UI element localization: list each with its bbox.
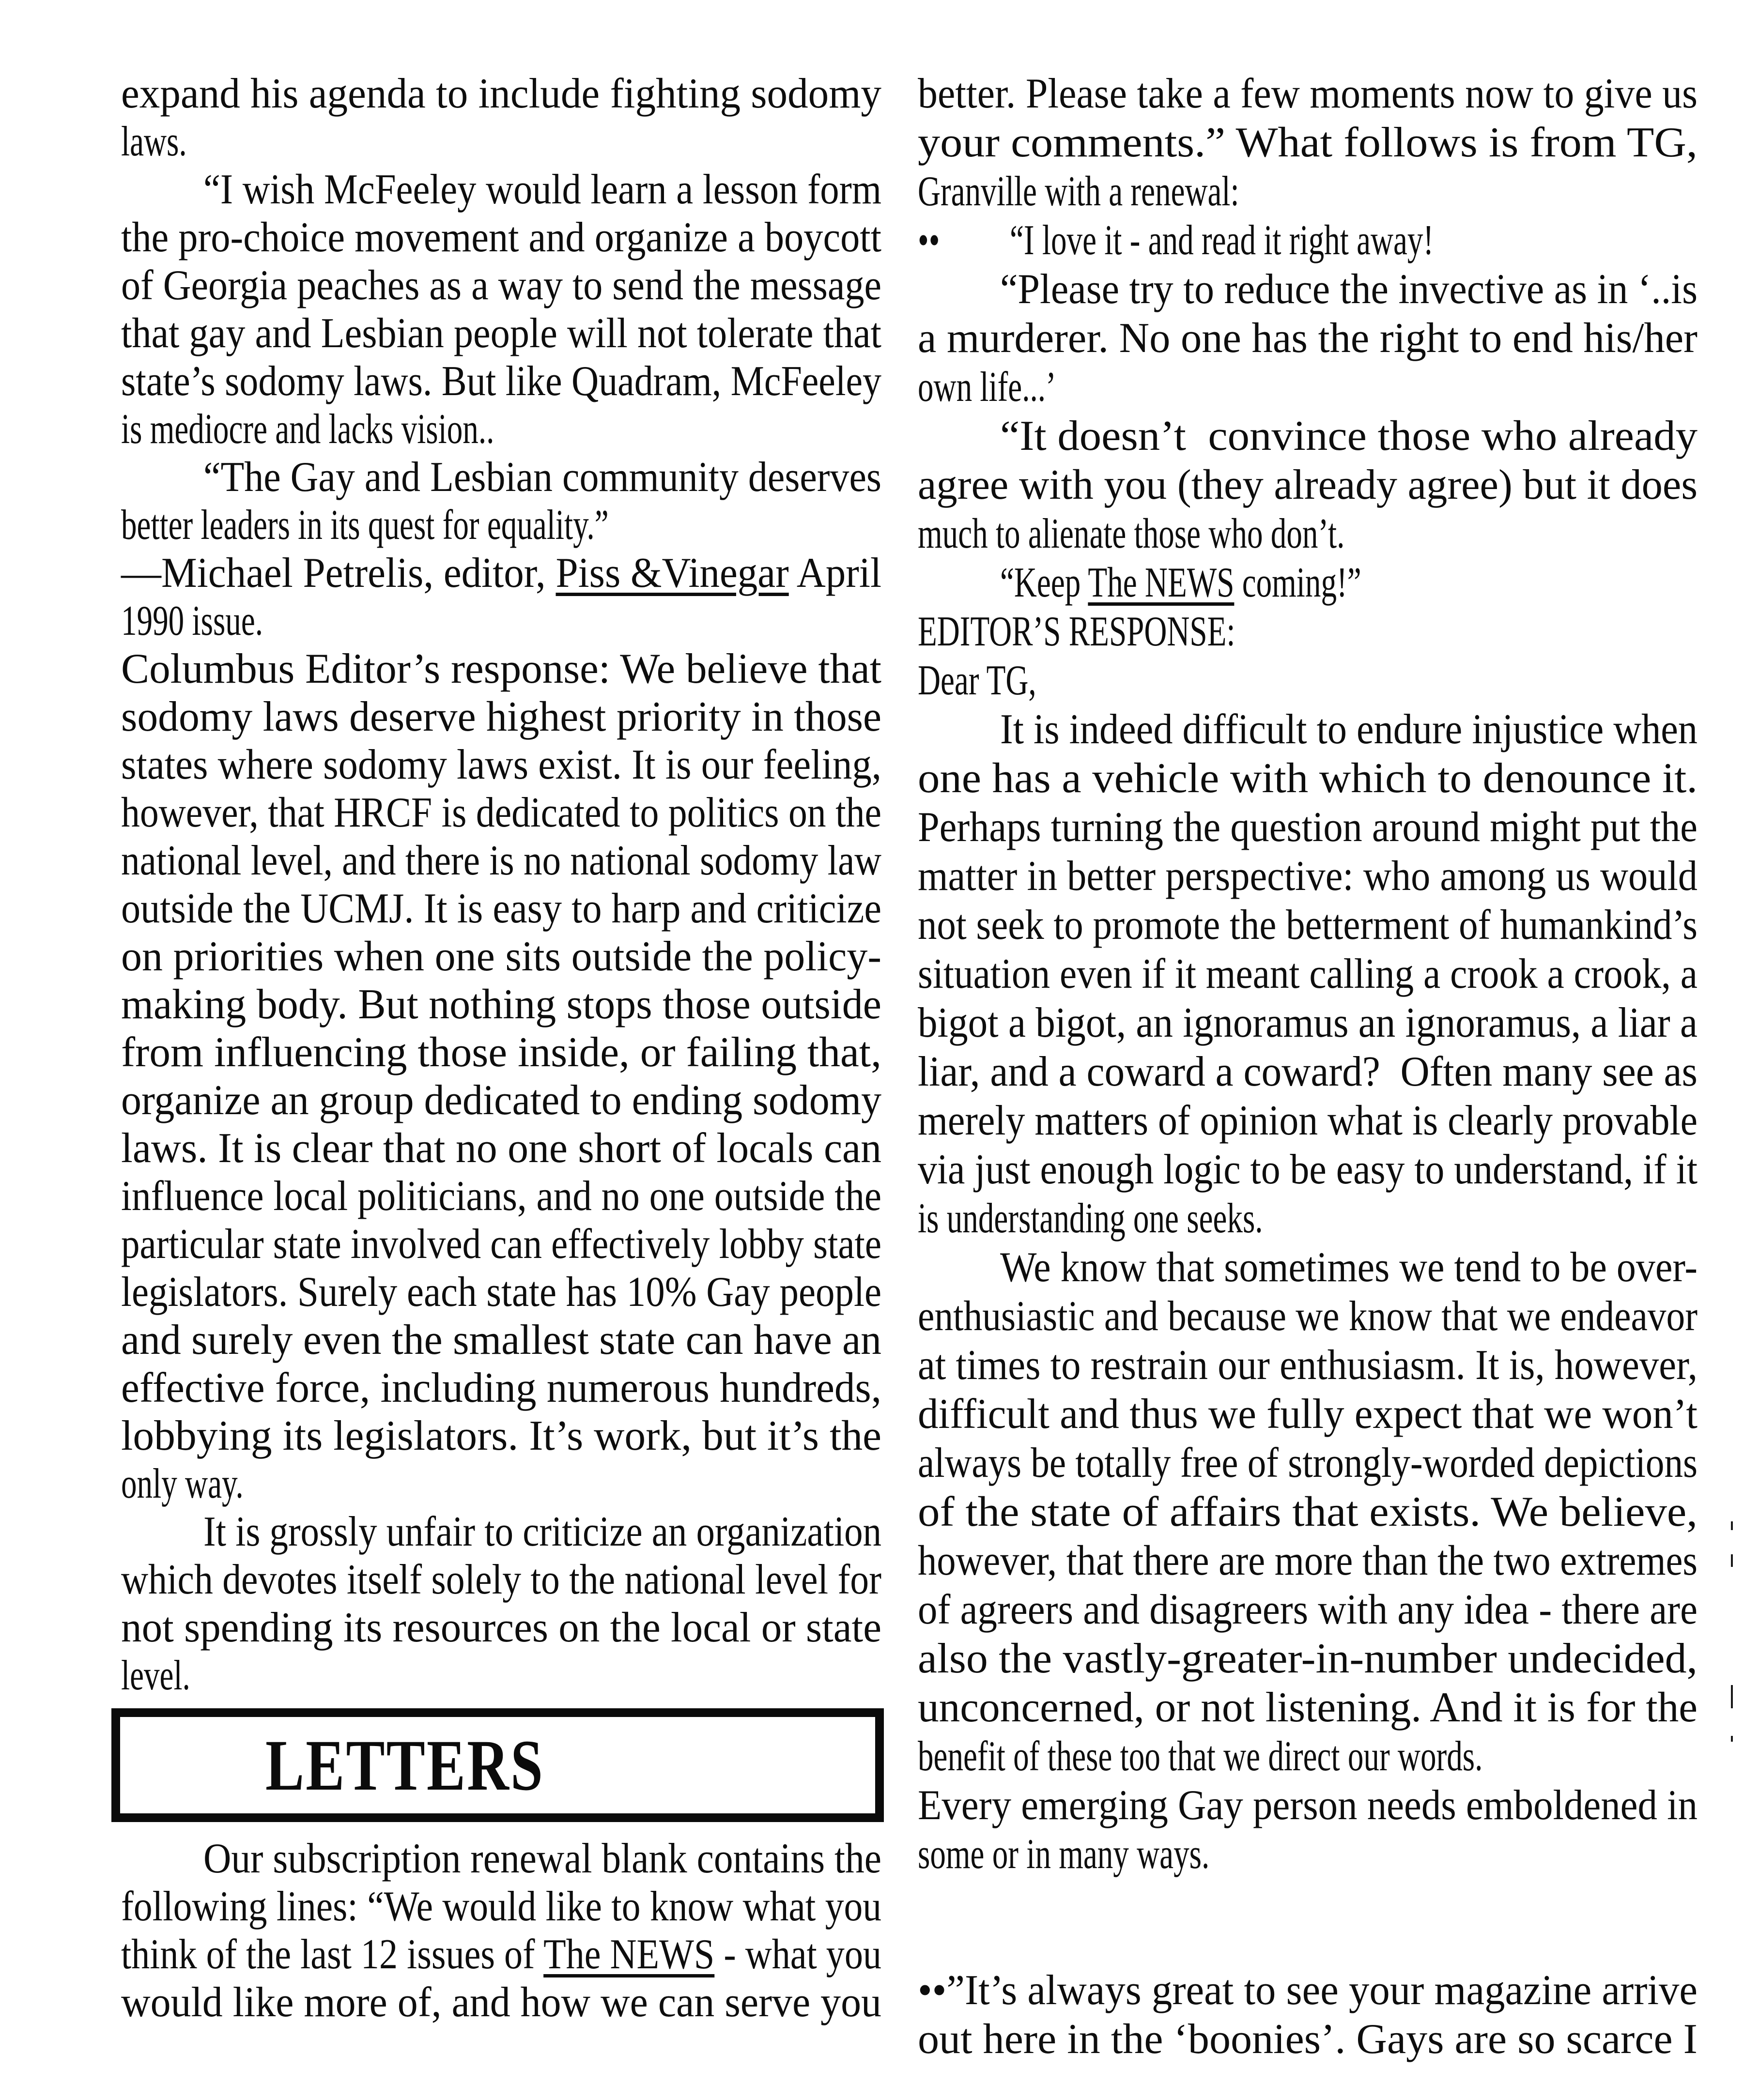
text-line: only way. [121, 1460, 244, 1507]
text-line: states where sodomy laws exist. It is our feeling, [121, 741, 881, 788]
text-line: outside the UCMJ. It is easy to harp and criticize [121, 885, 881, 932]
text-line: bigot a bigot, an ignoramus an ignoramus, a liar a [918, 999, 1698, 1046]
text-line: always be totally free of strongly-worded depictions [918, 1440, 1698, 1487]
text-line: organize an group dedicated to ending sodomy [121, 1077, 881, 1124]
text-line: difficult and thus we fully expect that we won’t [918, 1391, 1698, 1438]
text-line: “Keep The NEWS coming!” [1000, 559, 1361, 606]
text-line: “I love it - and read it right away! [1010, 217, 1434, 264]
text-line: is understanding one seeks. [918, 1195, 1263, 1242]
letters-section-heading: LETTERS [265, 1725, 544, 1806]
text-line: benefit of these too that we direct our words. [918, 1733, 1483, 1780]
text-line: and surely even the smallest state can have an [121, 1317, 881, 1364]
scan-artifact [1731, 1736, 1733, 1742]
text-line: influence local politicians, and no one outside the [121, 1173, 881, 1220]
text-line: Dear TG, [918, 657, 1036, 704]
text-line: think of the last 12 issues of The NEWS - what you [121, 1931, 881, 1978]
text-line: We know that sometimes we tend to be over- [1000, 1244, 1698, 1291]
text-line: situation even if it meant calling a crook a crook, a [918, 950, 1698, 997]
text-line: national level, and there is no national sodomy law [121, 837, 881, 884]
underlined-publication-title: The NEWS [1088, 559, 1235, 606]
text-line: of the state of affairs that exists. We believe, [918, 1488, 1698, 1535]
text-line: Perhaps turning the question around might put the [918, 804, 1698, 851]
text-line: of agreers and disagreers with any idea - there are [918, 1586, 1698, 1633]
text-line: Columbus Editor’s response: We believe that [121, 645, 881, 692]
text-line: “Please try to reduce the invective as in ‘..is [1000, 266, 1698, 313]
text-line: state’s sodomy laws. But like Quadram, McFeeley [121, 358, 881, 405]
text-line: expand his agenda to include fighting sodomy [121, 70, 881, 117]
text-line: It is indeed difficult to endure injustice when [1000, 706, 1698, 753]
text-line: —Michael Petrelis, editor, Piss &Vinegar April [121, 550, 881, 597]
text-line: “The Gay and Lesbian community deserves [203, 454, 881, 501]
text-line: EDITOR’S RESPONSE: [918, 608, 1235, 655]
text-line: would like more of, and how we can serve you [121, 1979, 881, 2026]
underlined-publication-title: The NEWS [543, 1931, 715, 1978]
text-line: however, that there are more than the two extremes [918, 1537, 1698, 1584]
text-line: Every emerging Gay person needs emboldened in [918, 1782, 1698, 1829]
text-line: that gay and Lesbian people will not tolerate that [121, 310, 881, 357]
text-line: 1990 issue. [121, 598, 263, 644]
text-line: unconcerned, or not listening. And it is for the [918, 1684, 1698, 1731]
scan-artifact [1731, 1521, 1733, 1530]
text-line: laws. [121, 118, 187, 165]
text-line: merely matters of opinion what is clearly provable [918, 1097, 1698, 1144]
text-line: your comments.” What follows is from TG, [918, 119, 1698, 166]
text-line: laws. It is clear that no one short of locals can [121, 1125, 881, 1172]
text-line: is mediocre and lacks vision.. [121, 406, 494, 453]
text-line: lobbying its legislators. It’s work, but it’s the [121, 1412, 881, 1459]
text-line: not spending its resources on the local or state [121, 1604, 881, 1651]
scan-artifact [1731, 1554, 1733, 1567]
text-line: better. Please take a few moments now to give us [918, 70, 1698, 117]
text-line: a murderer. No one has the right to end his/her [918, 315, 1698, 362]
text-line: however, that HRCF is dedicated to politics on the [121, 789, 881, 836]
text-line: ••”It’s always great to see your magazine arrive [918, 1967, 1698, 2014]
text-line: one has a vehicle with which to denounce it. [918, 755, 1698, 802]
text-line: particular state involved can effectively lobby state [121, 1221, 881, 1268]
text-line: the pro-choice movement and organize a boycott [121, 214, 881, 261]
text-line: level. [121, 1652, 190, 1699]
text-line: much to alienate those who don’t. [918, 510, 1345, 557]
text-line: Granville with a renewal: [918, 168, 1239, 215]
text-line: out here in the ‘boonies’. Gays are so scarce I [918, 2016, 1698, 2063]
text-line: some or in many ways. [918, 1831, 1210, 1878]
text-line: making body. But nothing stops those outside [121, 981, 881, 1028]
text-line: also the vastly-greater-in-number undecided, [918, 1635, 1698, 1682]
text-line: which devotes itself solely to the national level for [121, 1556, 881, 1603]
text-line: following lines: “We would like to know what you [121, 1883, 881, 1930]
underlined-publication-title: Piss &Vinegar [556, 550, 789, 597]
text-line: of Georgia peaches as a way to send the message [121, 262, 881, 309]
text-line: liar, and a coward a coward? Often many see as [918, 1048, 1698, 1095]
scan-artifact [1731, 1685, 1733, 1708]
bullet-marks: •• [918, 217, 940, 264]
text-line: on priorities when one sits outside the policy- [121, 933, 881, 980]
text-line: matter in better perspective: who among us would [918, 853, 1698, 900]
text-line: It is grossly unfair to criticize an organization [203, 1508, 881, 1555]
text-line: better leaders in its quest for equality.” [121, 502, 609, 549]
text-line: legislators. Surely each state has 10% Gay people [121, 1269, 881, 1316]
text-line: own life...’ [918, 364, 1056, 411]
text-line: enthusiastic and because we know that we endeavor [918, 1293, 1698, 1340]
text-line: at times to restrain our enthusiasm. It is, however, [918, 1342, 1698, 1389]
text-line: from influencing those inside, or failing that, [121, 1029, 881, 1076]
letters-box [111, 1708, 884, 1822]
text-line: effective force, including numerous hundreds, [121, 1364, 881, 1411]
text-line: sodomy laws deserve highest priority in those [121, 693, 881, 740]
text-line: “It doesn’t convince those who already [1000, 413, 1698, 460]
text-line: agree with you (they already agree) but it does [918, 461, 1698, 508]
text-line: not seek to promote the betterment of humankind’s [918, 902, 1698, 949]
text-line: via just enough logic to be easy to understand, if it [918, 1146, 1698, 1193]
text-line: “I wish McFeeley would learn a lesson form [203, 166, 881, 213]
text-line: Our subscription renewal blank contains the [203, 1835, 881, 1882]
